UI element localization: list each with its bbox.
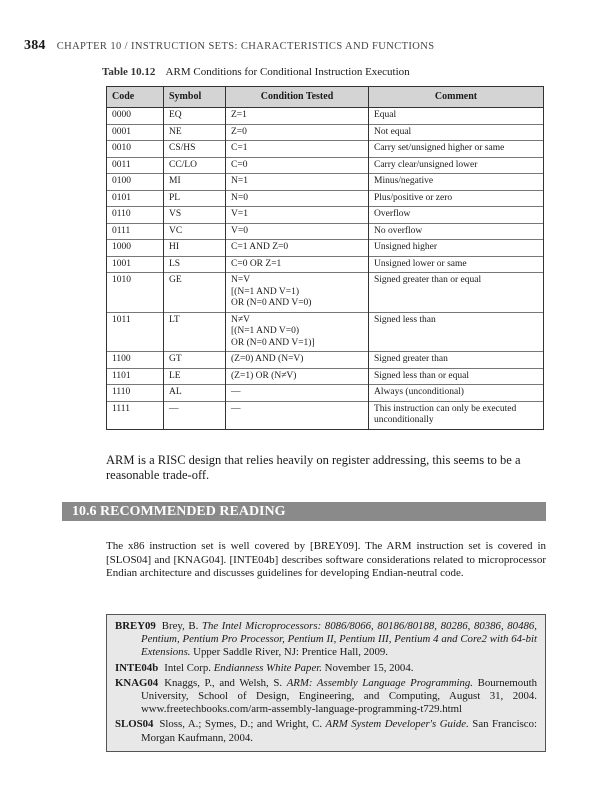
cell-comment: Not equal	[369, 124, 544, 141]
reference-authors: Intel Corp.	[164, 661, 214, 674]
cell-symbol: GE	[164, 273, 226, 313]
reference-title: The Intel Microprocessors: 8086/8066, 80186/80188, 80286, 80386, 80486, Pentium, Pentium Pro Processor, Pentium II, Pentium III, Pentium 4 and Core2 with 64-bit Extensions.	[141, 620, 537, 659]
cell-code: 1110	[107, 385, 164, 402]
cell-condition: Z=0	[226, 124, 369, 141]
table-row	[107, 207, 544, 224]
reference-publication: Upper Saddle River, NJ: Prentice Hall, 2009.	[190, 646, 388, 659]
cell-symbol: GT	[164, 352, 226, 369]
cell-comment: This instruction can only be executed unconditionally	[369, 401, 544, 429]
cell-symbol: LE	[164, 368, 226, 385]
cell-comment: Signed greater than	[369, 352, 544, 369]
cell-comment: Minus/negative	[369, 174, 544, 191]
table-row	[107, 368, 544, 385]
cell-symbol: CC/LO	[164, 157, 226, 174]
cell-comment: Signed less than or equal	[369, 368, 544, 385]
table-row	[107, 401, 544, 429]
cell-comment: No overflow	[369, 223, 544, 240]
cell-comment: Carry set/unsigned higher or same	[369, 141, 544, 158]
cell-condition: N=1	[226, 174, 369, 191]
cell-symbol: —	[164, 401, 226, 429]
cell-condition: (Z=1) OR (N≠V)	[226, 368, 369, 385]
reference-authors: Knaggs, P., and Welsh, S.	[164, 676, 287, 689]
table-row	[107, 256, 544, 273]
cell-condition: N≠V [(N=1 AND V=0) OR (N=0 AND V=1)]	[226, 312, 369, 352]
cell-code: 1001	[107, 256, 164, 273]
reference-entry	[115, 718, 537, 744]
cell-comment: Unsigned higher	[369, 240, 544, 257]
page-number: 384	[24, 38, 46, 53]
reference-publication: November 15, 2004.	[321, 661, 414, 674]
table-row	[107, 157, 544, 174]
table-row	[107, 385, 544, 402]
column-header-comment: Comment	[369, 87, 544, 108]
cell-code: 1010	[107, 273, 164, 313]
body-paragraph-1: ARM is a RISC design that relies heavily on register addressing, this seems to be a reasonable trade-off.	[106, 453, 521, 482]
table-header-row	[107, 87, 544, 108]
reference-publication: Bournemouth University, School of Design, Engineering, and Computing, August 31, 2004. www.freetechbooks.com/arm-assembly-language-programming-t729.html	[141, 676, 537, 716]
table-row	[107, 312, 544, 352]
cell-condition: C=1	[226, 141, 369, 158]
reference-entry	[115, 662, 537, 675]
reference-publication: San Francisco: Morgan Kaufmann, 2004.	[141, 718, 537, 744]
reference-title: Endianness White Paper.	[213, 661, 322, 674]
table-row	[107, 174, 544, 191]
body-paragraph-2: The x86 instruction set is well covered by [BREY09]. The ARM instruction set is covered in [SLOS04] and [KNAG04]. [INTE04b] describes software considerations related to microprocessor Endian architecture and discusses guidelines for developing Endian-neutral code.	[106, 540, 546, 579]
cell-condition: —	[226, 385, 369, 402]
cell-condition: N=0	[226, 190, 369, 207]
cell-condition: V=0	[226, 223, 369, 240]
reference-entry	[115, 620, 537, 660]
cell-code: 0001	[107, 124, 164, 141]
table-body	[107, 108, 544, 430]
reference-title: ARM System Developer's Guide.	[325, 718, 469, 731]
cell-code: 0000	[107, 108, 164, 125]
cell-symbol: AL	[164, 385, 226, 402]
cell-condition: C=0 OR Z=1	[226, 256, 369, 273]
cell-comment: Unsigned lower or same	[369, 256, 544, 273]
cell-symbol: LS	[164, 256, 226, 273]
table-row	[107, 108, 544, 125]
table-row	[107, 190, 544, 207]
column-header-symbol: Symbol	[164, 87, 226, 108]
cell-comment: Carry clear/unsigned lower	[369, 157, 544, 174]
cell-condition: V=1	[226, 207, 369, 224]
cell-code: 0110	[107, 207, 164, 224]
table-row	[107, 273, 544, 313]
cell-comment: Equal	[369, 108, 544, 125]
reference-key: INTE04b	[115, 661, 159, 674]
column-header-condition: Condition Tested	[226, 87, 369, 108]
cell-comment: Overflow	[369, 207, 544, 224]
cell-symbol: MI	[164, 174, 226, 191]
cell-code: 1100	[107, 352, 164, 369]
cell-code: 0100	[107, 174, 164, 191]
cell-comment: Always (unconditional)	[369, 385, 544, 402]
cell-condition: C=0	[226, 157, 369, 174]
cell-code: 1000	[107, 240, 164, 257]
reference-key: SLOS04	[115, 718, 154, 731]
cell-condition: (Z=0) AND (N=V)	[226, 352, 369, 369]
cell-symbol: EQ	[164, 108, 226, 125]
column-header-code: Code	[107, 87, 164, 108]
cell-code: 0111	[107, 223, 164, 240]
cell-code: 0101	[107, 190, 164, 207]
cell-code: 0011	[107, 157, 164, 174]
cell-code: 1111	[107, 401, 164, 429]
reference-key: KNAG04	[115, 676, 159, 689]
reference-entry	[115, 677, 537, 717]
section-heading: 10.6 RECOMMENDED READING	[62, 502, 546, 521]
page-header	[24, 38, 435, 54]
cell-symbol: VS	[164, 207, 226, 224]
reference-authors: Brey, B.	[161, 620, 202, 632]
cell-condition: Z=1	[226, 108, 369, 125]
table-label: Table 10.12	[102, 66, 156, 78]
cell-condition: C=1 AND Z=0	[226, 240, 369, 257]
table-row	[107, 124, 544, 141]
chapter-title: CHAPTER 10 / INSTRUCTION SETS: CHARACTERISTICS AND FUNCTIONS	[56, 41, 435, 52]
conditions-table	[106, 86, 544, 430]
reference-title: ARM: Assembly Language Programming.	[286, 676, 473, 689]
table-caption-text: ARM Conditions for Conditional Instruction Execution	[165, 66, 410, 78]
table-row	[107, 141, 544, 158]
cell-comment: Signed less than	[369, 312, 544, 352]
cell-symbol: PL	[164, 190, 226, 207]
cell-condition: N=V [(N=1 AND V=1) OR (N=0 AND V=0)	[226, 273, 369, 313]
cell-comment: Plus/positive or zero	[369, 190, 544, 207]
table-row	[107, 240, 544, 257]
reference-key: BREY09	[115, 620, 156, 632]
cell-symbol: LT	[164, 312, 226, 352]
table-row	[107, 223, 544, 240]
cell-symbol: VC	[164, 223, 226, 240]
cell-symbol: HI	[164, 240, 226, 257]
cell-symbol: NE	[164, 124, 226, 141]
cell-code: 1011	[107, 312, 164, 352]
cell-comment: Signed greater than or equal	[369, 273, 544, 313]
table-caption	[102, 66, 410, 78]
cell-code: 1101	[107, 368, 164, 385]
references-box	[106, 614, 546, 752]
reference-authors: Sloss, A.; Symes, D.; and Wright, C.	[159, 718, 326, 731]
cell-condition: —	[226, 401, 369, 429]
cell-symbol: CS/HS	[164, 141, 226, 158]
cell-code: 0010	[107, 141, 164, 158]
table-row	[107, 352, 544, 369]
